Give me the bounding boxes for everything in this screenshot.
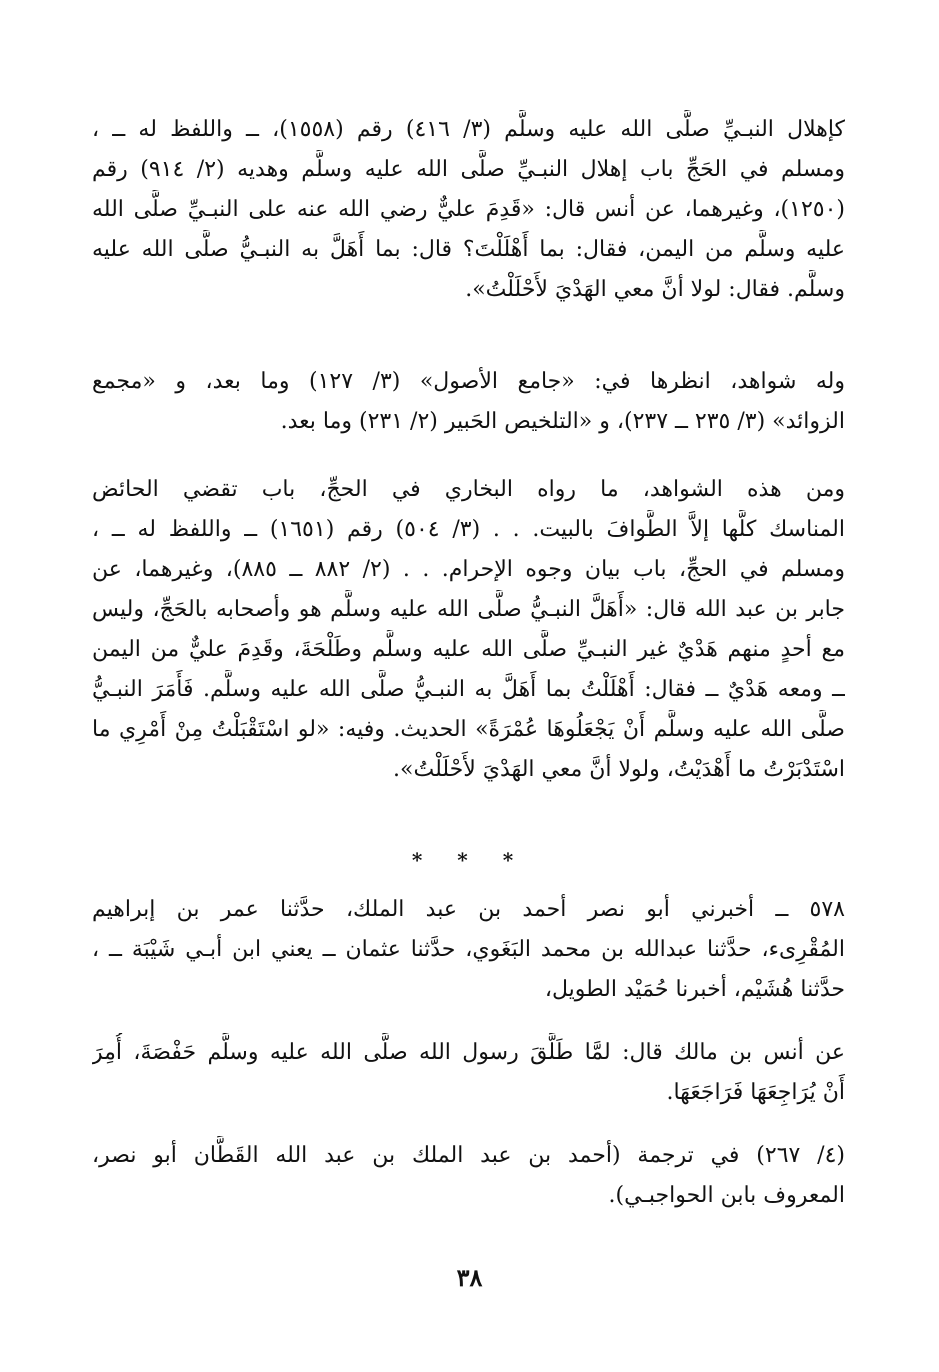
text-line: وله شواهد، انظرها في: «جامع الأصول» (٣/ ١٢٧) وما بعد، و «مجمع xyxy=(92,369,845,394)
paragraph-hadith-takhrij-1 xyxy=(92,110,845,310)
text-line: ٥٧٨ ــ أخبرني أبو نصر أحمد بن عبد الملك، حدَّثنا عمر بن إبراهيم xyxy=(92,897,845,922)
paragraph-bukhari-narration xyxy=(92,470,845,790)
text-line: المناسك كلَّها إلاَّ الطَّوافَ بالبيت. . . (٣/ ٥٠٤) رقم (١٦٥١) ــ واللفظ له ــ ، xyxy=(92,517,845,542)
text-line: (١٢٥٠)، وغيرهما، عن أنس قال: «قَدِمَ عليٌّ رضي الله عنه على النبـيِّ صلَّى الله xyxy=(92,197,845,222)
text-line: (٤/ ٢٦٧) في ترجمة (أحمد بن عبد الملك بن عبد الله القَطَّان أبو نصر، xyxy=(92,1143,845,1168)
text-line: المُقْرِىء، حدَّثنا عبدالله بن محمد البَغَوي، حدَّثنا عثمان ــ يعني ابن أبـي شَيْبَة ــ ، xyxy=(92,937,845,962)
text-line: جابر بن عبد الله قال: «أَهَلَّ النبـيُّ صلَّى الله عليه وسلَّم هو وأصحابه بالحَجِّ، وليس xyxy=(92,597,845,622)
paragraph-hadith-578-matn xyxy=(92,1033,845,1113)
text-line: أَنْ يُرَاجِعَهَا فَرَاجَعَهَا. xyxy=(666,1080,845,1105)
text-line: عن أنس بن مالك قال: لمَّا طَلَّقَ رسول الله صلَّى الله عليه وسلَّم حَفْصَةَ، أُمِرَ xyxy=(92,1040,845,1065)
text-line: عليه وسلَّم من اليمن، فقال: بما أَهْلَلْتَ؟ قال: بما أَهَلَّ به النبـيُّ صلَّى الله عليه xyxy=(92,237,845,262)
text-line: المعروف بابن الحواجبـي). xyxy=(608,1183,845,1208)
section-separator: * * * xyxy=(411,848,528,872)
text-line: ومسلم في الحجِّ، باب بيان وجوه الإحرام. . . (٢/ ٨٨٢ ــ ٨٨٥)، وغيرهما، عن xyxy=(92,557,845,582)
paragraph-hadith-578-isnad xyxy=(92,890,845,1010)
text-line: حدَّثنا هُشَيْم، أخبرنا حُمَيْد الطويل، xyxy=(544,977,845,1002)
paragraph-source-reference xyxy=(92,1136,845,1216)
text-line: ــ ومعه هَدْيٌ ــ فقال: أَهْلَلْتُ بما أَهَلَّ به النبـيُّ صلَّى الله عليه وسلَّم. فَأَمَرَ النبـيُّ xyxy=(92,677,845,702)
text-line: ومن هذه الشواهد، ما رواه البخاري في الحجِّ، باب تقضي الحائض xyxy=(92,477,845,502)
text-line: ومسلم في الحَجِّ باب إهلال النبـيِّ صلَّى الله عليه وسلَّم وهديه (٢/ ٩١٤) رقم xyxy=(92,157,845,182)
page-number: ٣٨ xyxy=(456,1263,483,1292)
text-line: اسْتَدْبَرْتُ ما أَهْدَيْتُ، ولولا أنَّ معي الهَدْيَ لأَحْلَلْتُ». xyxy=(393,757,845,782)
text-line: كإهلال النبـيِّ صلَّى الله عليه وسلَّم (٣/ ٤١٦) رقم (١٥٥٨)، ــ واللفظ له ــ ، xyxy=(92,117,845,142)
text-line: وسلَّم. فقال: لولا أنَّ معي الهَدْيَ لأَحْلَلْتُ». xyxy=(465,277,845,302)
text-line: مع أحدٍ منهم هَدْيٌ غير النبـيِّ صلَّى الله عليه وسلَّم وطَلْحَةَ، وقَدِمَ عليٌّ من اليمن xyxy=(92,637,845,662)
paragraph-shawahid-refs xyxy=(92,362,845,442)
text-line: الزوائد» (٣/ ٢٣٥ ــ ٢٣٧)، و «التلخيص الحَبير (٢/ ٢٣١) وما بعد. xyxy=(280,409,845,434)
text-line: صلَّى الله عليه وسلَّم أَنْ يَجْعَلُوهَا عُمْرَةً» الحديث. وفيه: «لو اسْتَقْبَلْتُ مِنْ أَمْرِي ما xyxy=(92,717,845,742)
